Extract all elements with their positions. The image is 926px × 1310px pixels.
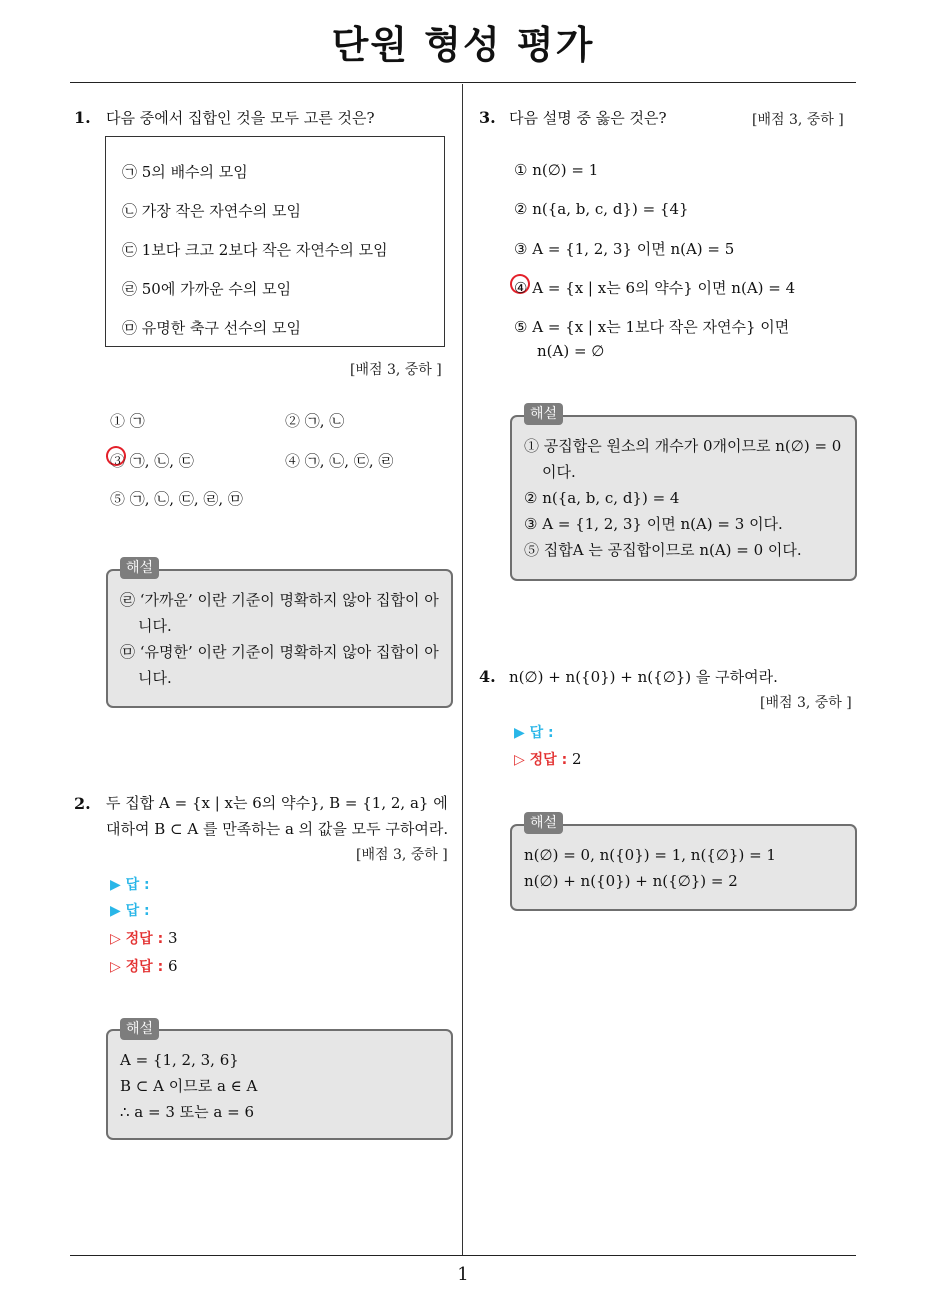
q1-explanation-line: ㉣ ‘가까운’ 이란 기준이 명확하지 않아 집합이 아 bbox=[120, 591, 439, 609]
q2-correct-2 bbox=[110, 956, 178, 976]
q2-answer-label-1: ▶ 답 : bbox=[110, 877, 150, 893]
q1-item: ㉢ 1보다 크고 2보다 작은 자연수의 모임 bbox=[122, 241, 388, 259]
correct-label: ▷ 정답 : bbox=[110, 959, 164, 975]
q2-number: 2. bbox=[74, 794, 91, 813]
q3-explanation-tag: 해설 bbox=[524, 403, 563, 425]
q1-explanation-line: ㉤ ‘유명한’ 이란 기준이 명확하지 않아 집합이 아 bbox=[120, 643, 439, 661]
q1-text: 다음 중에서 집합인 것을 모두 고른 것은? bbox=[106, 109, 375, 127]
q2-explanation-line: A = {1, 2, 3, 6} bbox=[120, 1051, 239, 1069]
q1-explanation-box bbox=[106, 569, 453, 708]
q3-choice-4[interactable]: ④ A = {x | x는 6의 약수} 이면 n(A) = 4 bbox=[514, 279, 796, 297]
q1-number: 1. bbox=[74, 108, 91, 127]
q4-number: 4. bbox=[479, 667, 496, 686]
q3-choice-3[interactable]: ③ A = {1, 2, 3} 이면 n(A) = 5 bbox=[514, 240, 735, 258]
correct-value: 2 bbox=[572, 750, 582, 768]
q4-text: n(∅) + n({0}) + n({∅}) 을 구하여라. bbox=[509, 668, 778, 686]
q1-item: ㉡ 가장 작은 자연수의 모임 bbox=[122, 202, 301, 220]
q2-score: [배점 3, 중하 ] bbox=[356, 847, 448, 863]
q1-explanation-tag: 해설 bbox=[120, 557, 159, 579]
q3-choice-5[interactable]: ⑤ A = {x | x는 1보다 작은 자연수} 이면 bbox=[514, 318, 790, 336]
q4-explanation-line: n(∅) + n({0}) + n({∅}) = 2 bbox=[524, 872, 738, 890]
page-title: 단원 형성 평가 bbox=[331, 23, 595, 67]
q4-answer-label: ▶ 답 : bbox=[514, 725, 554, 741]
bottom-rule bbox=[70, 1255, 856, 1256]
q1-explanation-line: 니다. bbox=[138, 617, 172, 635]
q3-explanation-line: ③ A = {1, 2, 3} 이면 n(A) = 3 이다. bbox=[524, 515, 783, 533]
q1-choice-5[interactable]: ⑤ ㉠, ㉡, ㉢, ㉣, ㉤ bbox=[110, 490, 243, 508]
top-rule bbox=[70, 82, 856, 83]
correct-value: 3 bbox=[168, 929, 178, 947]
q1-choice-4[interactable]: ④ ㉠, ㉡, ㉢, ㉣ bbox=[285, 452, 394, 470]
q2-explanation-tag: 해설 bbox=[120, 1018, 159, 1040]
q3-score: [배점 3, 중하 ] bbox=[752, 112, 844, 128]
q4-explanation-line: n(∅) = 0, n({0}) = 1, n({∅}) = 1 bbox=[524, 846, 776, 864]
q3-explanation-line: ① 공집합은 원소의 개수가 0개이므로 n(∅) = 0 bbox=[524, 437, 842, 455]
correct-label: ▷ 정답 : bbox=[514, 752, 568, 768]
q2-explanation-box bbox=[106, 1029, 453, 1140]
q2-explanation-line: ∴ a = 3 또는 a = 6 bbox=[120, 1103, 255, 1121]
q1-explanation-line: 니다. bbox=[138, 669, 172, 687]
correct-value: 6 bbox=[168, 957, 178, 975]
q4-score: [배점 3, 중하 ] bbox=[760, 695, 852, 711]
q3-choice-5-cont: n(A) = ∅ bbox=[537, 342, 605, 360]
column-divider bbox=[462, 84, 463, 1256]
correct-label: ▷ 정답 : bbox=[110, 931, 164, 947]
q3-choice-2[interactable]: ② n({a, b, c, d}) = {4} bbox=[514, 200, 689, 218]
q4-explanation-tag: 해설 bbox=[524, 812, 563, 834]
q3-number: 3. bbox=[479, 108, 496, 127]
q1-choice-3[interactable]: ③ ㉠, ㉡, ㉢ bbox=[110, 452, 194, 470]
q1-choice-1[interactable]: ① ㉠ bbox=[110, 412, 145, 430]
page-number: 1 bbox=[457, 1264, 469, 1285]
q3-choice-1[interactable]: ① n(∅) = 1 bbox=[514, 161, 599, 179]
q3-explanation-line: 이다. bbox=[542, 463, 576, 481]
q2-explanation-line: B ⊂ A 이므로 a ∈ A bbox=[120, 1077, 258, 1095]
q4-correct bbox=[514, 749, 582, 769]
q1-choice-2[interactable]: ② ㉠, ㉡ bbox=[285, 412, 345, 430]
q2-correct-1 bbox=[110, 928, 178, 948]
q2-text-line1: 두 집합 A = {x | x는 6의 약수}, B = {1, 2, a} 에 bbox=[106, 794, 448, 812]
q1-items-box bbox=[105, 136, 445, 347]
q2-text-line2: 대하여 B ⊂ A 를 만족하는 a 의 값을 모두 구하여라. bbox=[106, 820, 449, 838]
q1-item: ㉠ 5의 배수의 모임 bbox=[122, 163, 248, 181]
q1-score: [배점 3, 중하 ] bbox=[350, 362, 442, 378]
q3-explanation-line: ⑤ 집합A 는 공집합이므로 n(A) = 0 이다. bbox=[524, 541, 802, 559]
q3-explanation-box bbox=[510, 415, 857, 581]
q1-item: ㉣ 50에 가까운 수의 모임 bbox=[122, 280, 292, 298]
q4-explanation-box bbox=[510, 824, 857, 911]
q3-text: 다음 설명 중 옳은 것은? bbox=[509, 109, 667, 127]
q3-explanation-line: ② n({a, b, c, d}) = 4 bbox=[524, 489, 680, 507]
q2-answer-label-2: ▶ 답 : bbox=[110, 903, 150, 919]
q1-item: ㉤ 유명한 축구 선수의 모임 bbox=[122, 319, 301, 337]
